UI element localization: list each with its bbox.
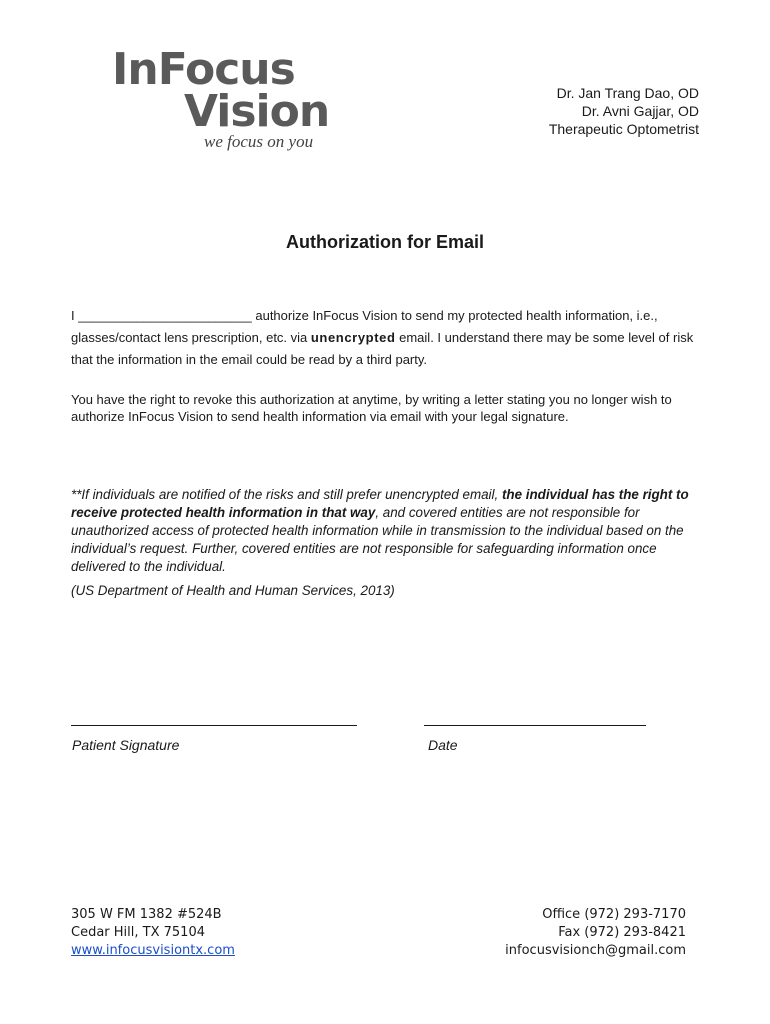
hhs-notice-paragraph [71,486,701,576]
logo-line-2: Vision [184,86,330,137]
contact-email: infocusvisionch@gmail.com [505,943,686,958]
citation: (US Department of Health and Human Services, 2013) [71,583,395,598]
logo-line-1: InFocus [112,44,295,95]
doctor-name: Dr. Jan Trang Dao, OD [556,85,699,101]
document-title: Authorization for Email [286,232,484,252]
address-line-2: Cedar Hill, TX 75104 [71,925,205,940]
fax-number: Fax (972) 293-8421 [558,925,686,940]
patient-signature-line[interactable] [71,725,357,726]
unencrypted-emphasis: unencrypted [310,330,396,345]
date-line[interactable] [424,725,646,726]
doctor-name: Dr. Avni Gajjar, OD [581,103,699,119]
patient-signature-label: Patient Signature [72,737,180,753]
hhs-notice-text-end: , and covered entities are not responsible for unauthorized access of protected health information while in transmission to the individual based on the individual’s request. Further, covered entities are not responsible for safeguarding information once delivered to the individual. [71,505,684,574]
authorization-text-end: email. I understand there may be some level of risk that the information in the email could be read by a third party. [71,330,694,367]
authorization-paragraph [71,305,701,371]
logo-tagline: we focus on you [204,132,314,151]
date-label: Date [428,737,458,753]
authorization-text-start: I ________________________ authorize InFocus Vision to send my protected health information, i.e., glasses/contact lens prescription, etc. via [71,308,658,345]
footer-contact [505,906,686,960]
office-phone: Office (972) 293-7170 [542,907,686,922]
hhs-notice-bold: the individual has the right to receive protected health information in that way [71,487,689,520]
doctor-title: Therapeutic Optometrist [548,121,699,137]
website-link[interactable]: www.infocusvisiontx.com [71,943,235,958]
revoke-paragraph: You have the right to revoke this authorization at anytime, by writing a letter stating you no longer wish to authorize InFocus Vision to send health information via email with your legal signature. [71,392,672,424]
doctor-list [549,84,699,138]
address-line-1: 305 W FM 1382 #524B [71,907,222,922]
infocus-vision-logo [110,44,365,154]
hhs-notice-text-start: **If individuals are notified of the risks and still prefer unencrypted email, [71,487,502,502]
footer-address [71,906,235,960]
